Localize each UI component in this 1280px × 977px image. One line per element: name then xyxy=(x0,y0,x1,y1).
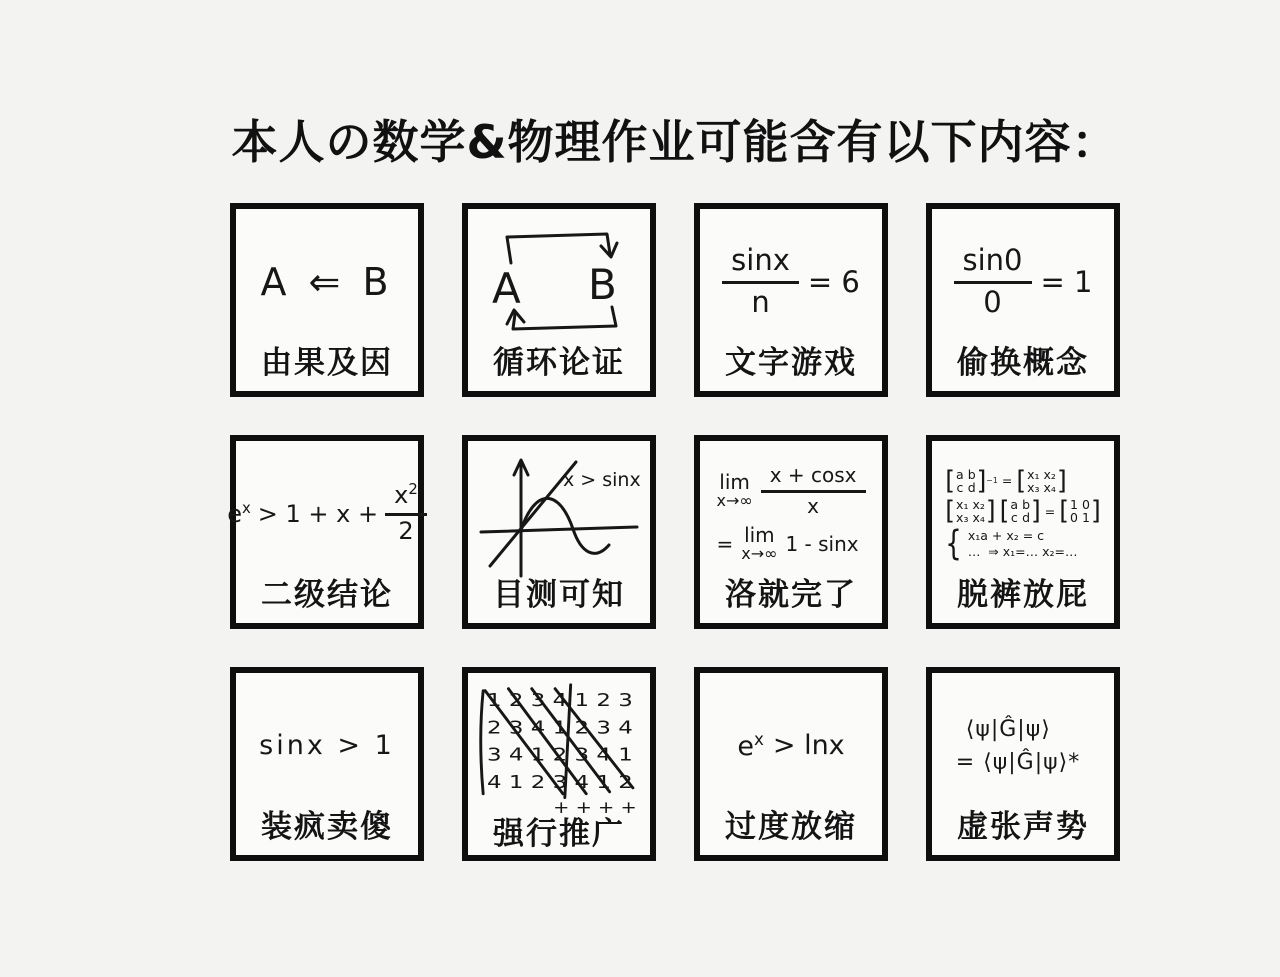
x-axis xyxy=(481,527,637,532)
right-bracket: ] xyxy=(1090,495,1101,526)
right-bracket: ] xyxy=(985,495,996,526)
numerator xyxy=(385,481,427,516)
letter-a: A xyxy=(492,263,521,313)
cell-circular-argument xyxy=(462,203,656,397)
fraction xyxy=(954,244,1032,319)
grid-row: 4 1 2 3 4 1 2 xyxy=(487,772,633,793)
cell-art xyxy=(227,447,418,580)
plus-signs: + + + + xyxy=(553,798,637,818)
left-bracket: [ xyxy=(1059,495,1070,526)
cell-art xyxy=(704,679,878,812)
m-cell: x₁ xyxy=(1027,466,1040,482)
cell-reverse-causation xyxy=(230,203,424,397)
m-cell: d xyxy=(1022,510,1031,526)
limit-line-1 xyxy=(717,464,866,518)
right-bracket: ] xyxy=(976,465,987,495)
formula: sinx > 1 xyxy=(259,730,395,761)
cell-eyeballing xyxy=(462,435,656,629)
arrow-top xyxy=(507,234,610,263)
rhs: > lnx xyxy=(772,730,845,761)
cell-lhopital xyxy=(694,435,888,629)
cell-concept-swap xyxy=(926,203,1120,397)
m-cell: x₁ xyxy=(956,497,969,512)
cell-label: 文字游戏 xyxy=(725,345,857,381)
formula xyxy=(945,465,1101,564)
m-cell: c xyxy=(956,479,964,495)
m-cell: a xyxy=(1010,497,1019,512)
braket-line-1: ⟨ψ|Ĝ|ψ⟩ xyxy=(965,716,1051,742)
grid-row: 3 4 1 2 3 4 1 xyxy=(487,745,633,766)
denominator: 2 xyxy=(398,517,414,545)
m-cell: d xyxy=(967,479,976,495)
system-line-1: x₁a + x₂ = c xyxy=(967,528,1045,544)
cell-art xyxy=(936,215,1110,348)
arrow-bottom xyxy=(513,307,616,329)
left-bracket: [ xyxy=(945,495,956,526)
page-title: 本人の数学&物理作业可能含有以下内容： xyxy=(231,115,1119,169)
exponent: x xyxy=(753,729,764,749)
cell-word-game xyxy=(694,203,888,397)
grid-row: 2 3 4 1 2 3 4 xyxy=(487,718,633,739)
matrix-x xyxy=(1016,465,1067,495)
m-cell: c xyxy=(1010,510,1018,526)
lim-word: lim xyxy=(744,523,775,548)
left-bracket: [ xyxy=(945,465,956,495)
m-cell: b xyxy=(1022,497,1031,512)
denominator: 0 xyxy=(983,284,1002,319)
circular-arrows-drawing xyxy=(484,225,634,339)
numerator: sin0 xyxy=(954,244,1032,283)
fallacy-grid xyxy=(227,203,1120,861)
matrix-abcd xyxy=(945,465,998,495)
cell-art xyxy=(936,679,1110,812)
formula: A ⇐ B xyxy=(260,259,394,304)
matrix-cells xyxy=(955,468,977,494)
cell-label: 偷换概念 xyxy=(957,345,1089,381)
m-cell: x₃ xyxy=(1027,479,1040,495)
sine-curve xyxy=(521,498,609,553)
system-lines xyxy=(968,528,1078,559)
base: e xyxy=(737,731,754,762)
identity-matrix xyxy=(1059,495,1101,526)
matrix-cells xyxy=(1069,498,1091,524)
fraction xyxy=(385,481,427,545)
cell-label: 目测可知 xyxy=(493,577,625,613)
formula xyxy=(737,729,844,762)
cell-art xyxy=(240,679,414,812)
matrix-cells xyxy=(1026,468,1057,494)
cell-over-bounding xyxy=(694,667,888,861)
lim-subscript: x→∞ xyxy=(716,491,753,511)
m-cell: x₂ xyxy=(972,497,985,512)
system-brace: { xyxy=(945,523,962,564)
formula xyxy=(227,481,427,545)
rhs: 1 - sinx xyxy=(785,531,859,556)
base: e xyxy=(227,500,242,528)
matrix-line-2 xyxy=(945,495,1101,526)
cell-playing-dumb xyxy=(230,667,424,861)
left-bracket: [ xyxy=(999,495,1010,526)
lim-subscript: x→∞ xyxy=(741,544,778,564)
equation-system xyxy=(945,523,1078,564)
fraction xyxy=(722,244,799,319)
plot-annotation: x > sinx xyxy=(563,468,641,491)
cell-art xyxy=(472,215,646,348)
equals: = xyxy=(1044,503,1056,519)
cell-art xyxy=(704,215,878,348)
grid-row: 1 2 3 4 1 2 3 xyxy=(487,691,633,712)
middle: > 1 + x + xyxy=(257,499,379,528)
m-cell: b xyxy=(967,466,976,482)
m-cell: x₃ xyxy=(956,510,969,526)
numerator: x + cosx xyxy=(761,464,866,493)
cell-redundant-steps xyxy=(926,435,1120,629)
denominator: n xyxy=(751,284,770,319)
matrix-abcd xyxy=(999,495,1041,526)
inverse-exponent: −1 xyxy=(986,475,998,485)
cell-label: 二级结论 xyxy=(261,577,393,613)
cell-label: 虚张声势 xyxy=(957,809,1089,845)
cell-label: 强行推广 xyxy=(493,816,625,852)
m-cell: 1 xyxy=(1082,510,1090,526)
left-bar xyxy=(481,691,483,794)
cell-label: 脱裤放屁 xyxy=(957,577,1089,613)
formula xyxy=(955,716,1081,775)
denominator: x xyxy=(807,494,820,519)
matrix-line-1 xyxy=(945,465,1067,495)
formula xyxy=(722,244,860,319)
cell-label: 由果及因 xyxy=(261,345,393,381)
left-bracket: [ xyxy=(1016,465,1027,495)
cell-bluffing xyxy=(926,667,1120,861)
cell-label: 过度放缩 xyxy=(725,809,857,845)
system-line-2: … ⇒ x₁=… x₂=… xyxy=(967,544,1078,560)
equals: = xyxy=(716,531,734,556)
limit-line-2 xyxy=(717,525,859,563)
cell-secondary-conclusion xyxy=(227,435,424,629)
m-cell: 1 xyxy=(1070,497,1078,512)
lim-operator xyxy=(741,525,777,563)
m-cell: 0 xyxy=(1082,497,1090,512)
numerator: sinx xyxy=(722,244,799,283)
cell-forced-generalization xyxy=(462,667,656,861)
cell-label: 洛就完了 xyxy=(725,577,857,613)
cell-art xyxy=(472,679,646,819)
num-base: x xyxy=(394,481,409,510)
equals: = xyxy=(1001,473,1013,489)
exp-term xyxy=(737,729,764,762)
m-cell: x₂ xyxy=(1043,466,1056,482)
letter-b: B xyxy=(588,259,617,309)
right-bracket: ] xyxy=(1031,495,1041,526)
braket-line-2: = ⟨ψ|Ĝ|ψ⟩* xyxy=(955,749,1081,775)
cell-label: 装疯卖傻 xyxy=(261,809,393,845)
matrix-cells xyxy=(955,498,986,524)
m-cell: x₄ xyxy=(972,510,985,526)
fraction xyxy=(761,464,866,518)
cell-art xyxy=(472,447,646,580)
exp-term xyxy=(227,499,251,528)
lim-word: lim xyxy=(719,470,750,495)
exponent: x xyxy=(241,499,251,517)
cell-art xyxy=(936,447,1110,580)
formula xyxy=(717,464,866,563)
m-cell: 0 xyxy=(1070,510,1078,526)
rhs: = 1 xyxy=(1040,264,1093,299)
m-cell: x₄ xyxy=(1043,479,1056,495)
right-bracket: ] xyxy=(1056,465,1067,495)
cell-art xyxy=(704,447,878,580)
sine-plot-drawing xyxy=(475,448,643,580)
cell-label: 循环论证 xyxy=(493,345,625,381)
matrix-cells xyxy=(1009,498,1031,524)
formula xyxy=(954,244,1093,319)
sarrus-grid-drawing xyxy=(475,679,643,819)
rhs: = 6 xyxy=(807,264,860,299)
matrix-x xyxy=(945,495,996,526)
m-cell: a xyxy=(956,466,964,482)
cell-art xyxy=(240,215,414,348)
lim-operator xyxy=(717,472,753,510)
num-sup: 2 xyxy=(408,480,418,499)
